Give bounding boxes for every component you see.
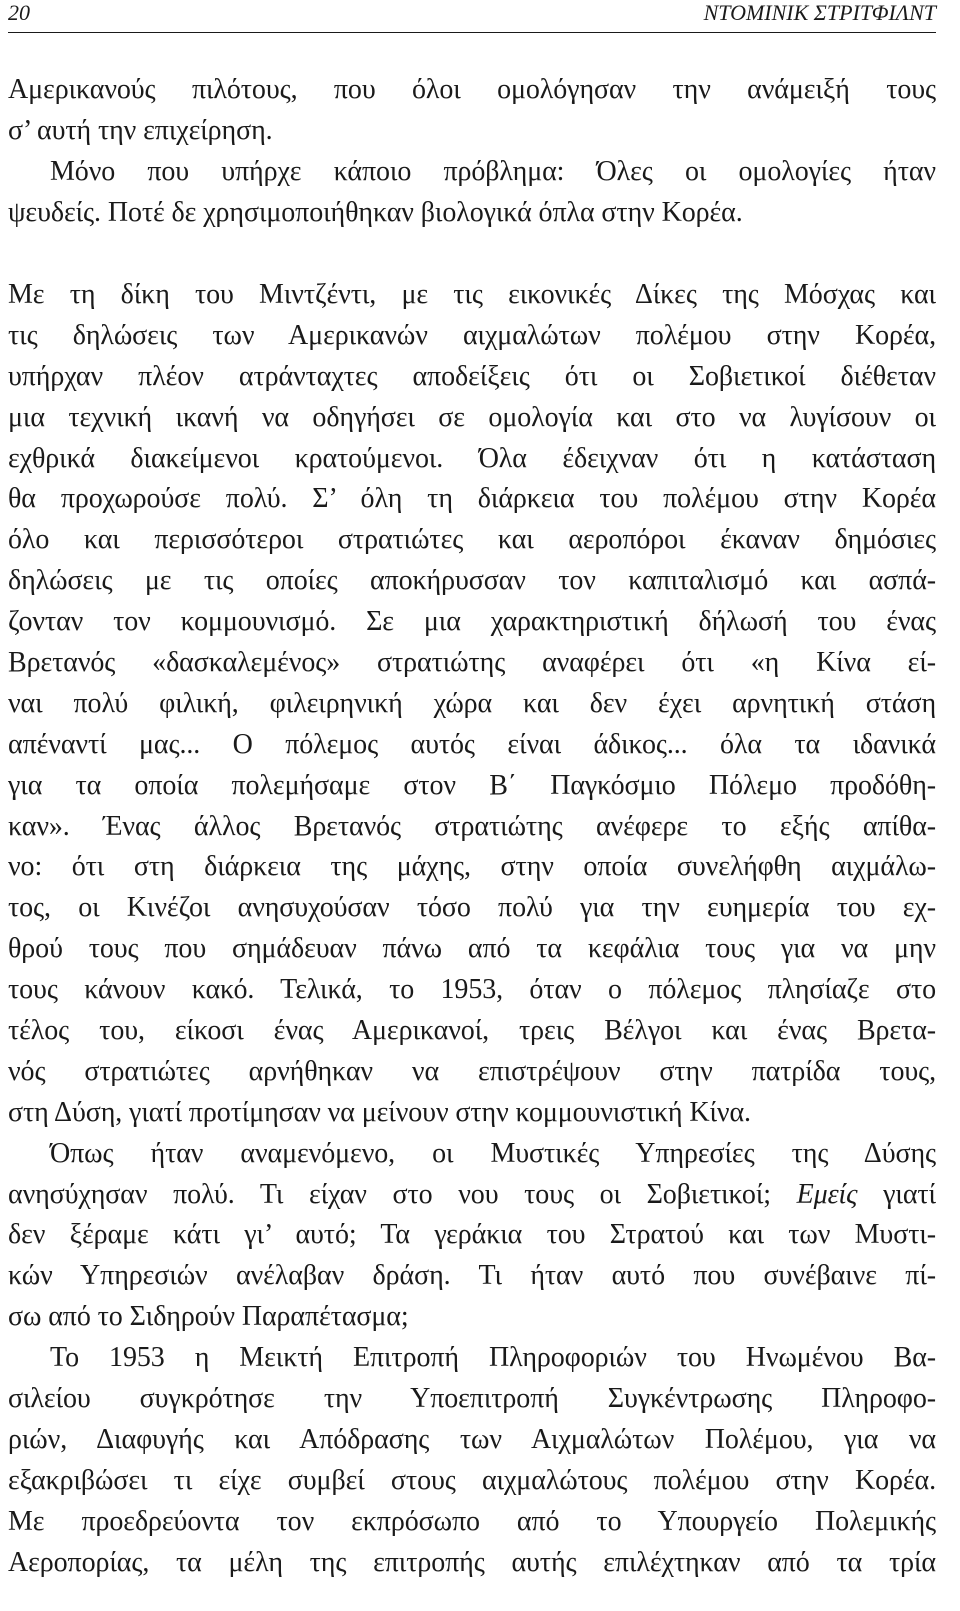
running-head — [8, 0, 936, 33]
text-line: καν». Ένας άλλος Βρετανός στρατιώτης ανέφερε το εξής απίθα- — [8, 810, 936, 842]
text-line: δεν ξέραμε κάτι γι’ αυτό; Τα γεράκια του Στρατού και των Μυστι- — [8, 1219, 936, 1251]
text-line-with-emphasis — [8, 1175, 936, 1216]
text-line: θα προχωρούσε πολύ. Σ’ όλη τη διάρκεια του πολέμου στην Κορέα — [8, 483, 936, 515]
paragraph-block-2 — [8, 275, 936, 1584]
text-line: δηλώσεις με τις οποίες αποκήρυσσαν τον καπιταλισμό και ασπά- — [8, 565, 936, 597]
text-line: απέναντί μας... Ο πόλεμος αυτός είναι άδικος... όλα τα ιδανικά — [8, 728, 936, 760]
page-number: 20 — [8, 0, 30, 25]
text-line: εξακριβώσει τι είχε συμβεί στους αιχμαλώτους πολέμου στην Κορέα. — [8, 1464, 936, 1496]
text-line: τέλος του, είκοσι ένας Αμερικανοί, τρεις Βέλγοι και ένας Βρετα- — [8, 1015, 936, 1047]
text-line: κών Υπηρεσιών ανέλαβαν δράση. Τι ήταν αυτό που συνέβαινε πί- — [8, 1260, 936, 1292]
text-line: όλο και περισσότεροι στρατιώτες και αεροπόροι έκαναν δημόσιες — [8, 524, 936, 556]
text-line: Μόνο που υπήρχε κάποιο πρόβλημα: Όλες οι ομολογίες ήταν — [50, 155, 936, 187]
text-line: τους κάνουν κακό. Τελικά, το 1953, όταν ο πόλεμος πλησίαζε στο — [8, 974, 936, 1006]
text-line: ριών, Διαφυγής και Απόδρασης των Αιχμαλώτων Πολέμου, για να — [8, 1423, 936, 1455]
text-line: ναι πολύ φιλική, φιλειρηνική χώρα και δεν έχει αρνητική στάση — [8, 687, 936, 719]
text-line: τος, οι Κινέζοι ανησυχούσαν τόσο πολύ για την ευημερία του εχ- — [8, 892, 936, 924]
text-line: Με τη δίκη του Μιντζέντι, με τις εικονικές Δίκες της Μόσχας και — [8, 279, 936, 310]
text-line: σ’ αυτή την επιχείρηση. — [8, 114, 273, 146]
text-line: Όπως ήταν αναμενόμενο, οι Μυστικές Υπηρεσίες της Δύσης — [50, 1137, 936, 1169]
text-line: σω από το Σιδηρούν Παραπέτασμα; — [8, 1301, 409, 1333]
text-line: νός στρατιώτες αρνήθηκαν να επιστρέψουν στην πατρίδα τους, — [8, 1055, 936, 1087]
text-line: Το 1953 η Μεικτή Επιτροπή Πληροφοριών του Ηνωμένου Βα- — [50, 1342, 936, 1374]
text-line: σιλείου συγκρότησε την Υποεπιτροπή Συγκέντρωσης Πληροφο- — [8, 1383, 936, 1415]
text-line: εχθρικά διακείμενοι κρατούμενοι. Όλα έδειχναν ότι η κατάσταση — [8, 442, 936, 474]
text-run: ανησύχησαν πολύ. Τι είχαν στο νου τους οι Σοβιετικοί; — [8, 1178, 771, 1210]
text-line: υπήρχαν πλέον ατράνταχτες αποδείξεις ότι οι Σοβιετικοί διέθεταν — [8, 360, 936, 392]
paragraph-block-1 — [8, 70, 936, 234]
text-line: θρού τους που σημάδευαν πάνω από τα κεφάλια τους για να μην — [8, 933, 936, 965]
text-line: Αμερικανούς πιλότους, που όλοι ομολόγησαν την ανάμειξή τους — [8, 74, 936, 105]
text-line: Αεροπορίας, τα μέλη της επιτροπής αυτής επιλέχτηκαν από τα τρία — [8, 1546, 936, 1578]
text-line: ζονταν τον κομμουνισμό. Σε μια χαρακτηριστική δήλωσή του ένας — [8, 606, 936, 638]
text-line: τις δηλώσεις των Αμερικανών αιχμαλώτων πολέμου στην Κορέα, — [8, 319, 936, 351]
text-line: για τα οποία πολεμήσαμε στον Β΄ Παγκόσμιο Πόλεμο προδόθη- — [8, 769, 936, 801]
book-title: ΝΤΟΜΙΝΙΚ ΣΤΡΙΤΦΙΛΝΤ — [703, 0, 936, 25]
text-line: ψευδείς. Ποτέ δε χρησιμοποιήθηκαν βιολογικά όπλα στην Κορέα. — [8, 196, 743, 228]
text-line: Βρετανός «δασκαλεμένος» στρατιώτης αναφέρει ότι «η Κίνα εί- — [8, 647, 936, 679]
text-line: Με προεδρεύοντα τον εκπρόσωπο από το Υπουργείο Πολεμικής — [8, 1505, 936, 1537]
text-run: γιατί — [883, 1178, 936, 1210]
text-line: μια τεχνική ικανή να οδηγήσει σε ομολογία και στο να λυγίσουν οι — [8, 401, 936, 433]
text-line: στη Δύση, γιατί προτίμησαν να μείνουν στην κομμουνιστική Κίνα. — [8, 1096, 751, 1128]
text-line: νο: ότι στη διάρκεια της μάχης, στην οποία συνελήφθη αιχμάλω- — [8, 851, 936, 883]
emphasis-text: Εμείς — [796, 1178, 858, 1210]
